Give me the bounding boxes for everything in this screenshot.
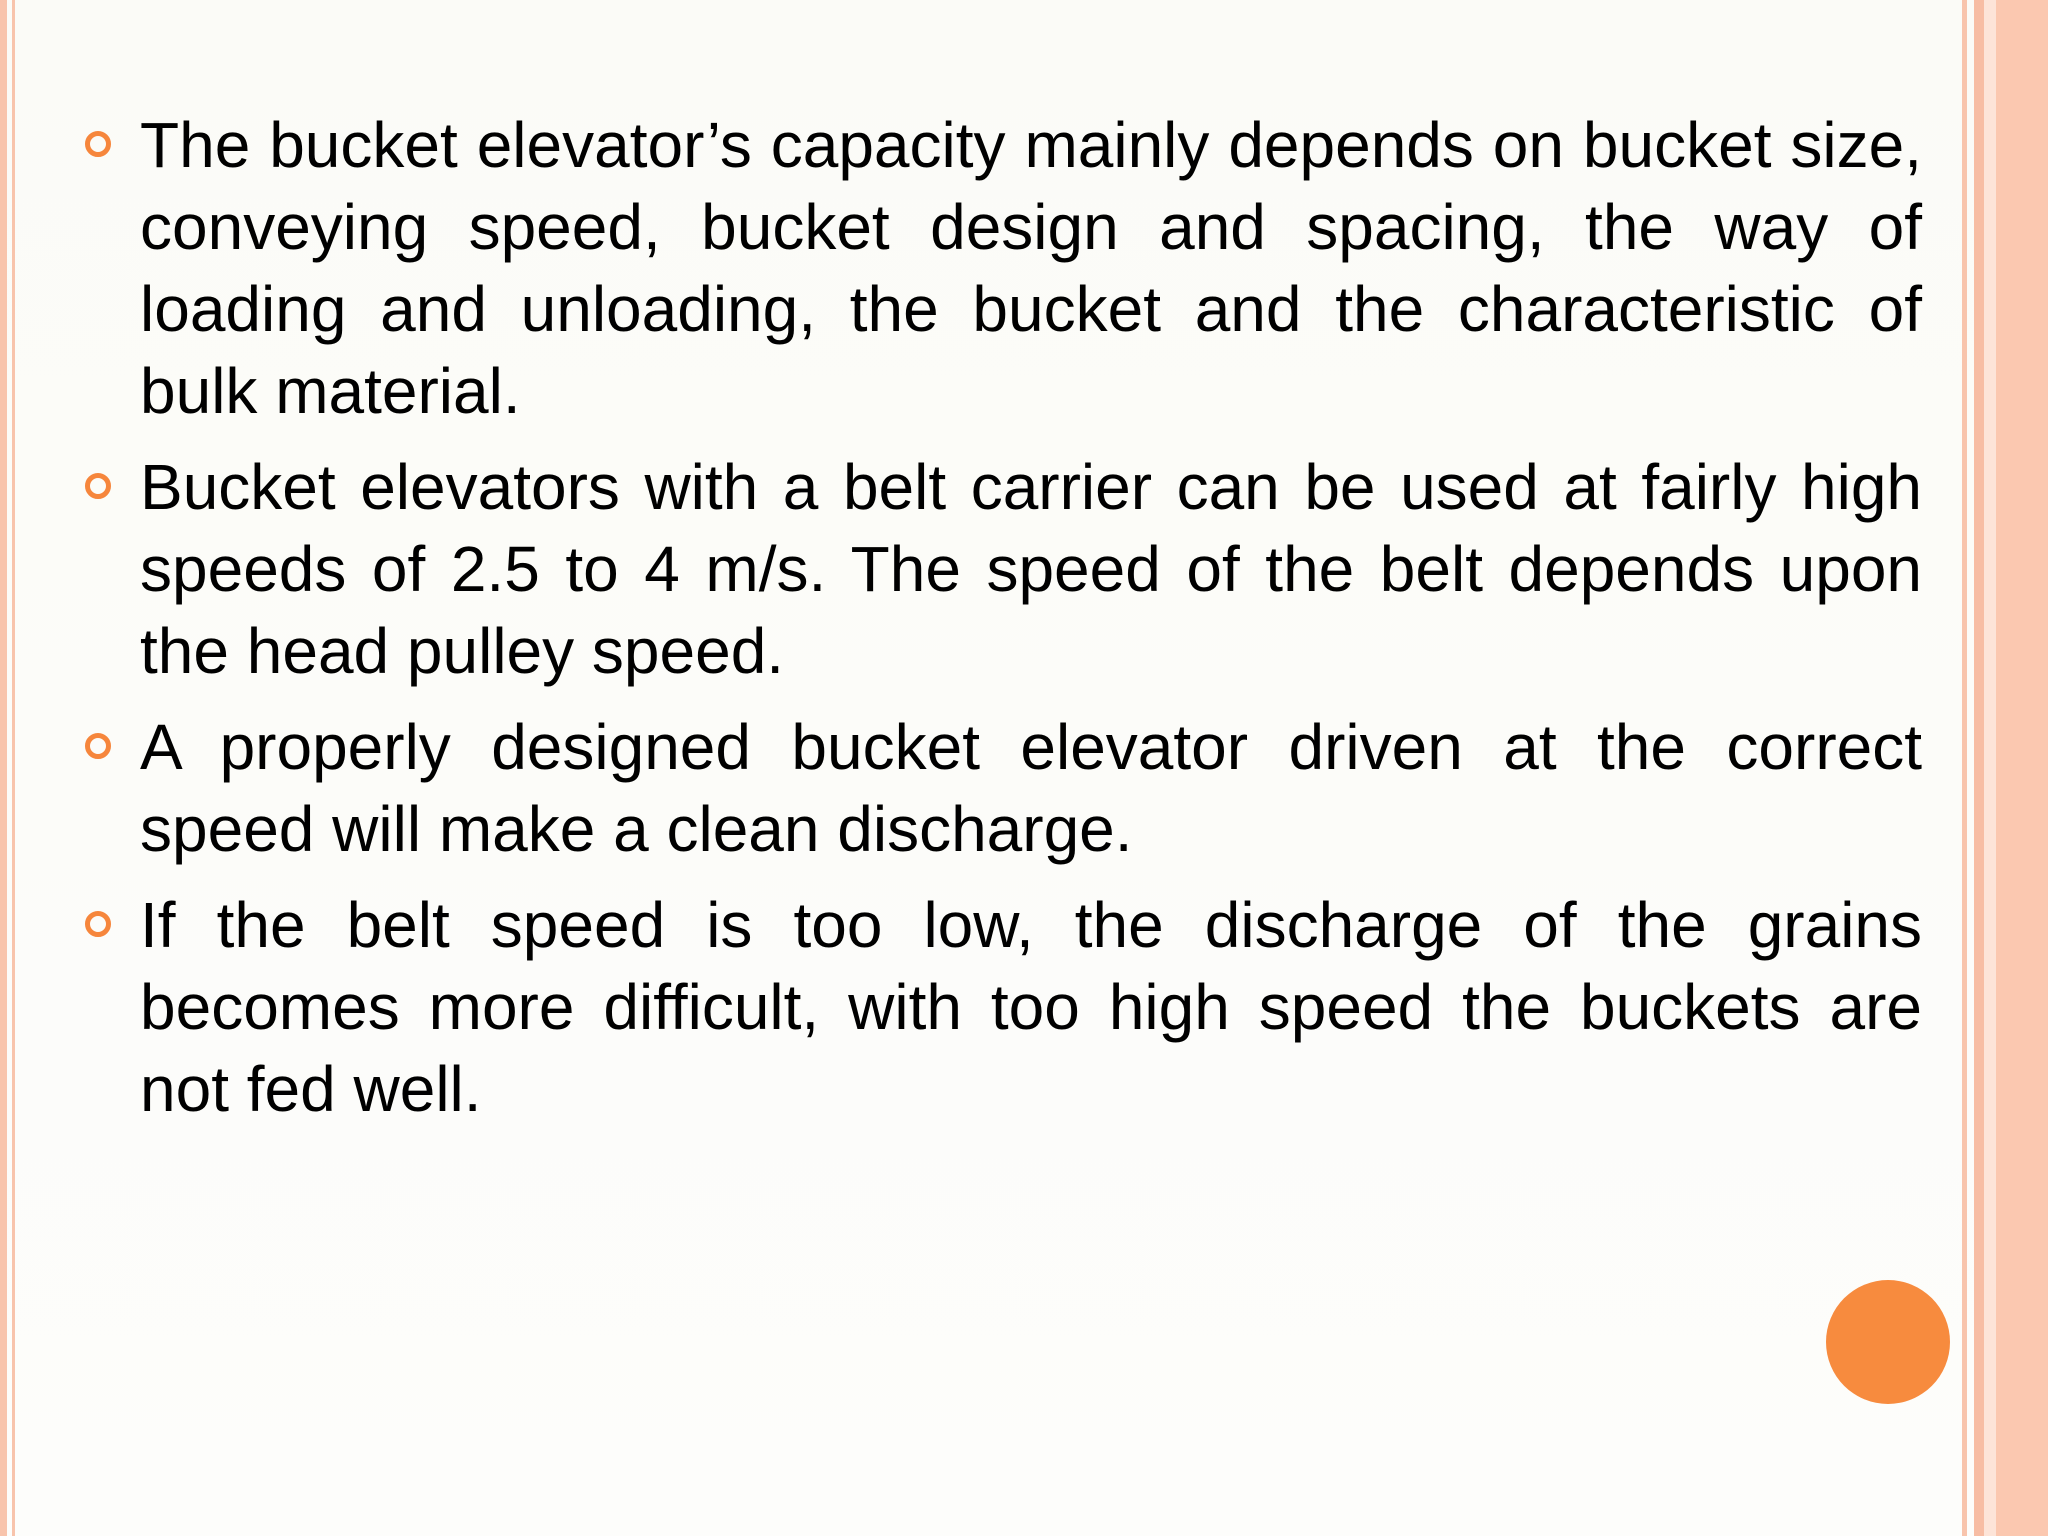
left-border-stripe-thin bbox=[12, 0, 15, 1536]
bullet-text: The bucket elevator’s capacity mainly depends on bucket size, conveying speed, bucket design and spacing, the way of loading and unloading, the bucket and the characteristic of bulk material. bbox=[140, 109, 1922, 427]
bullet-text: If the belt speed is too low, the discharge of the grains becomes more difficult, with too high speed the buckets are not fed well. bbox=[140, 889, 1922, 1125]
right-border-stripe-thick bbox=[1974, 0, 1984, 1536]
bullet-item bbox=[96, 446, 1922, 692]
hollow-circle-icon bbox=[85, 733, 111, 759]
decorative-orange-circle bbox=[1826, 1280, 1950, 1404]
bullet-item bbox=[96, 884, 1922, 1130]
bullet-text: A properly designed bucket elevator driven at the correct speed will make a clean discharge. bbox=[140, 711, 1922, 865]
bullet-item bbox=[96, 104, 1922, 432]
hollow-circle-icon bbox=[85, 473, 111, 499]
left-border-stripe bbox=[0, 0, 7, 1536]
right-border-panel-light bbox=[1984, 0, 1996, 1536]
right-border-panel bbox=[1996, 0, 2048, 1536]
bullet-list bbox=[96, 104, 1922, 1130]
bullet-text: Bucket elevators with a belt carrier can be used at fairly high speeds of 2.5 to 4 m/s. The speed of the belt depends upon the head pulley speed. bbox=[140, 451, 1922, 687]
hollow-circle-icon bbox=[85, 911, 111, 937]
right-border-stripe bbox=[1962, 0, 1967, 1536]
hollow-circle-icon bbox=[85, 131, 111, 157]
slide-content bbox=[96, 104, 1922, 1144]
bullet-item bbox=[96, 706, 1922, 870]
